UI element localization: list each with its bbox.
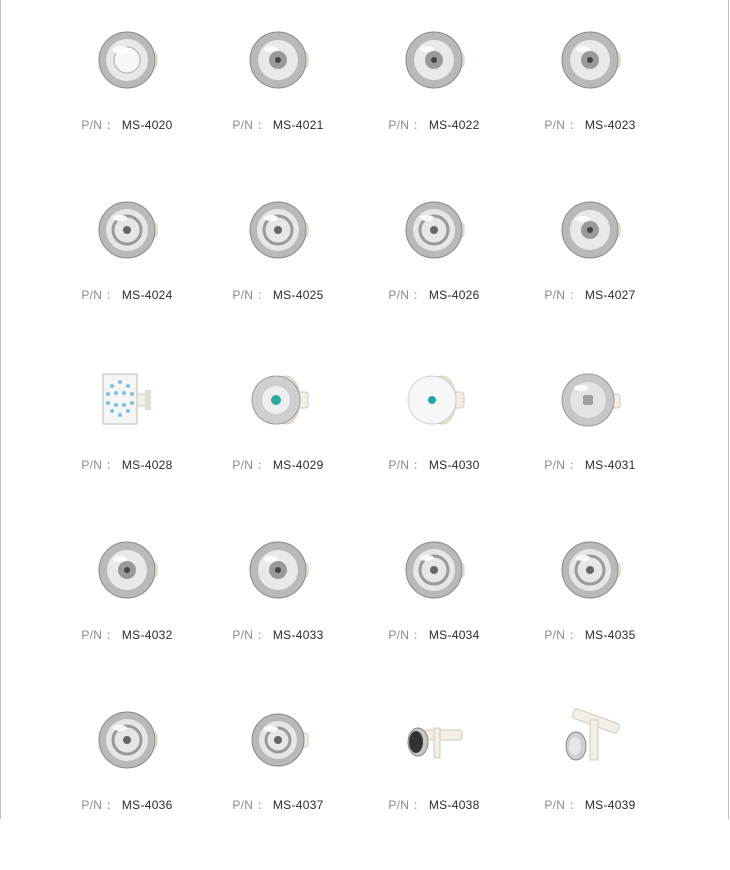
dotted-plate-jet-icon bbox=[87, 360, 167, 440]
product-ms-4039 bbox=[512, 700, 668, 870]
part-number-label: P/N ： MS-4028 bbox=[81, 458, 173, 472]
product-ms-4037 bbox=[200, 700, 356, 870]
part-number-label: P/N ： MS-4034 bbox=[388, 628, 480, 642]
product-ms-4028 bbox=[49, 360, 205, 530]
product-ms-4029 bbox=[200, 360, 356, 530]
chrome-jet-flat-icon bbox=[87, 20, 167, 100]
tee-valve-icon bbox=[550, 700, 630, 780]
product-ms-4024 bbox=[49, 190, 205, 360]
part-number-label: P/N ： MS-4038 bbox=[388, 798, 480, 812]
part-number-label: P/N ： MS-4035 bbox=[544, 628, 636, 642]
product-ms-4021 bbox=[200, 20, 356, 190]
part-number-label: P/N ： MS-4029 bbox=[232, 458, 324, 472]
chrome-jet-ring-icon bbox=[87, 700, 167, 780]
part-number-label: P/N ： MS-4023 bbox=[544, 118, 636, 132]
chrome-jet-ring-icon bbox=[550, 530, 630, 610]
part-number-label: P/N ： MS-4036 bbox=[81, 798, 173, 812]
product-ms-4022 bbox=[356, 20, 512, 190]
product-ms-4025 bbox=[200, 190, 356, 360]
chrome-jet-rotor-icon bbox=[550, 190, 630, 270]
part-number-label: P/N ： MS-4022 bbox=[388, 118, 480, 132]
silver-face-jet-icon bbox=[238, 360, 318, 440]
elbow-valve-icon bbox=[394, 700, 474, 780]
chrome-jet-ring-icon bbox=[238, 700, 318, 780]
chrome-jet-ring-icon bbox=[87, 190, 167, 270]
chrome-jet-rotor-icon bbox=[238, 530, 318, 610]
chrome-jet-rotor-icon bbox=[550, 20, 630, 100]
part-number-label: P/N ： MS-4026 bbox=[388, 288, 480, 302]
chrome-jet-rotor-icon bbox=[394, 20, 474, 100]
chrome-jet-rotor-icon bbox=[87, 530, 167, 610]
part-number-label: P/N ： MS-4039 bbox=[544, 798, 636, 812]
part-number-label: P/N ： MS-4037 bbox=[232, 798, 324, 812]
product-ms-4023 bbox=[512, 20, 668, 190]
silver-dome-jet-icon bbox=[550, 360, 630, 440]
product-ms-4026 bbox=[356, 190, 512, 360]
part-number-label: P/N ： MS-4033 bbox=[232, 628, 324, 642]
part-number-label: P/N ： MS-4021 bbox=[232, 118, 324, 132]
chrome-jet-ring-icon bbox=[238, 190, 318, 270]
part-number-label: P/N ： MS-4032 bbox=[81, 628, 173, 642]
chrome-jet-ring-icon bbox=[394, 530, 474, 610]
product-ms-4030 bbox=[356, 360, 512, 530]
product-ms-4035 bbox=[512, 530, 668, 700]
part-number-label: P/N ： MS-4025 bbox=[232, 288, 324, 302]
part-number-label: P/N ： MS-4030 bbox=[388, 458, 480, 472]
part-number-label: P/N ： MS-4024 bbox=[81, 288, 173, 302]
product-ms-4038 bbox=[356, 700, 512, 870]
product-ms-4032 bbox=[49, 530, 205, 700]
product-ms-4020 bbox=[49, 20, 205, 190]
part-number-label: P/N ： MS-4020 bbox=[81, 118, 173, 132]
part-number-label: P/N ： MS-4031 bbox=[544, 458, 636, 472]
product-ms-4036 bbox=[49, 700, 205, 870]
product-ms-4031 bbox=[512, 360, 668, 530]
product-ms-4034 bbox=[356, 530, 512, 700]
white-air-jet-icon bbox=[394, 360, 474, 440]
product-ms-4033 bbox=[200, 530, 356, 700]
part-number-label: P/N ： MS-4027 bbox=[544, 288, 636, 302]
product-ms-4027 bbox=[512, 190, 668, 360]
chrome-jet-rotor-icon bbox=[238, 20, 318, 100]
chrome-jet-ring-icon bbox=[394, 190, 474, 270]
